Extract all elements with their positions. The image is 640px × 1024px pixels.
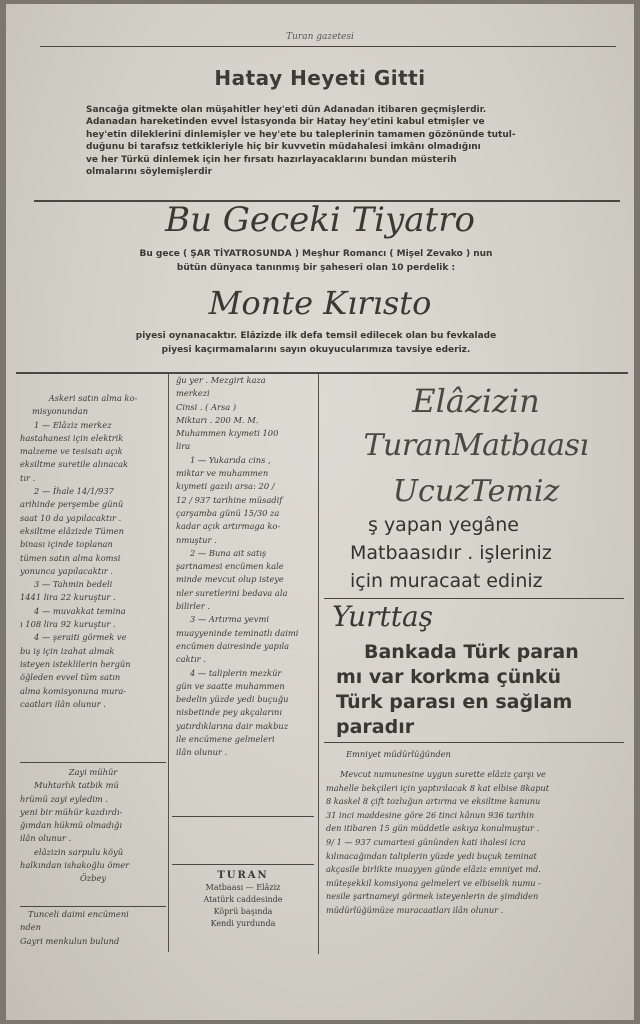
section-rule [324, 742, 624, 743]
text-line: Tunceli daimi encümeni [28, 909, 129, 919]
text-line: kılınacağından taliplerin yüzde yedi buçuk teminat [326, 850, 537, 861]
text-line: 4 — muvakkat temina [34, 605, 126, 616]
text-line: Cinsi . ( Arsa ) [176, 401, 237, 412]
text-line: 1 — Yukarıda cins , [190, 454, 271, 465]
text-line: binası içinde toplanan [20, 539, 113, 550]
text-line: 3 — Tahmin bedeli [34, 579, 113, 590]
text-line: akçasile birlikte muayyen günde elâziz emniyet md. [326, 864, 541, 875]
text-line: ilân olunur . [176, 747, 228, 758]
text-line: Miktarı . 200 M. M. [176, 414, 259, 425]
theatre-line-3: piyesi oynanacaktır. Elâzizde ilk defa temsil edilecek olan bu fevkalade [135, 331, 497, 341]
police-notice-title: Emniyet müdürlüğünden [346, 749, 451, 759]
newspaper-page [6, 4, 634, 1020]
text-line: alma komisyonuna mura- [20, 685, 127, 696]
text-line: ğımdan hükmü olmadığı [20, 820, 123, 831]
text-line: malzeme ve tesisatı açık [20, 446, 123, 457]
text-line: olmalarını söylemişlerdir [86, 167, 213, 178]
text-line: elâzizin sarpulu köyü [34, 846, 124, 857]
text-line: gün ve saatte muhammen [176, 680, 285, 691]
yurttas-text [336, 640, 634, 740]
text-line: Sancağa gitmekte olan müşahitler hey'eti dün Adanadan itibaren geçmişlerdir. [86, 105, 487, 115]
ad-line-5: Matbaasıdır . işleriniz [350, 542, 552, 564]
text-line: nmuştur . [176, 534, 217, 545]
text-line: 2 — İhale 14/1/937 [34, 486, 114, 497]
col1-rule [20, 906, 166, 907]
text-line: çarşamba günü 15/30 za [176, 507, 280, 518]
text-line: kadar açık artırmaga ko- [176, 521, 281, 532]
text-line: duğunu bi tarafsız tetkikleriyle hiç bir kuvvetin müdahalesi imkânı olmadığını [86, 142, 481, 153]
text-line: kıymeti gazılı arsa: 20 / [176, 481, 275, 492]
text-line: tır . [20, 472, 36, 483]
text-line: paradır [336, 716, 415, 738]
text-line: halkından ishakoğlu ömer [20, 860, 130, 871]
text-line: caktır . [176, 654, 206, 665]
theatre-line-2: bütün dünyaca tanınmış bir şaheseri olan 10 perdelik : [176, 263, 456, 273]
column-divider [168, 374, 169, 952]
police-notice [326, 768, 622, 918]
col2-rule [172, 864, 314, 865]
theatre-line-4: piyesi kaçırmamalarını sayın okuyucularımıza tavsiye ederiz. [161, 345, 471, 355]
ad-line-2: TuranMatbaası [363, 428, 589, 463]
text-line: bu iş için izahat almak [20, 645, 115, 656]
text-line: hey'etin dileklerini dinlemişler ve hey'ete bu taleplerinin tamamen gözönünde tutul- [86, 129, 516, 140]
text-line: ğu yer . Mezgirt kaza [176, 375, 266, 385]
text-line: nden [20, 922, 41, 933]
text-line: Köprü başında [213, 907, 273, 916]
text-line: 2 — Buna ait satış [190, 547, 267, 558]
hatay-article [86, 104, 566, 178]
text-line: öğleden evvel tüm satın [20, 672, 121, 683]
text-line: Adanadan hareketinden evvel İstasyonda bir Hatay hey'etini kabul etmişler ve [86, 117, 485, 128]
box-title: TURAN [217, 870, 269, 881]
play-title: Monte Kırısto [208, 284, 432, 322]
text-line: merkezi [176, 388, 210, 399]
top-rule [40, 46, 616, 47]
theatre-title: Bu Geceki Tiyatro [165, 200, 475, 240]
col2-rule [172, 816, 314, 817]
text-line: ile encümene gelmeleri [176, 734, 275, 745]
text-line: saat 10 da yapılacaktır . [20, 512, 122, 523]
text-line: 8 kaskel 8 çift tozluğun artırma ve eksiltme kanunu [326, 796, 541, 807]
text-line: Türk parası en sağlam [336, 691, 573, 713]
tunceli-notice [20, 908, 166, 948]
text-line: 31 inci maddesine göre 26 tinci kânun 936 tarihin [326, 809, 535, 820]
text-line: yatırdıklarına dair makbuz [176, 720, 289, 731]
text-line: Muhtarlık tatbik mü [34, 780, 119, 791]
text-line: encümen dairesinde yapıla [176, 640, 290, 651]
section-rule [16, 372, 628, 374]
text-line: 3 — Artırma yevmi [190, 614, 270, 625]
text-line: muayyeninde teminatlı daimi [176, 627, 299, 638]
text-line: yonunca yapılacaktır . [20, 565, 113, 576]
ad-rule [324, 598, 624, 599]
text-line: tümen satın alma komsi [20, 552, 121, 563]
text-line: arihinde perşembe günü [20, 499, 124, 510]
text-line: 9/ 1 — 937 cumartesi gününden kati ihalesi icra [326, 836, 526, 847]
text-line: nisbetinde pey akçalarını [176, 707, 282, 718]
text-line: miktar ve muhammen [176, 468, 269, 479]
column-divider [318, 374, 319, 954]
text-line: bilirler . [176, 601, 211, 612]
text-line: Askeri satın alma ko- [48, 393, 138, 403]
col1-notice [20, 392, 166, 711]
hatay-headline: Hatay Heyeti Gitti [214, 66, 426, 90]
text-line: Muhammen kıymeti 100 [176, 428, 279, 439]
text-line: hastahanesi için elektrik [20, 432, 124, 443]
text-line: isteyen isteklilerin hergün [20, 658, 131, 669]
turan-press-box [172, 870, 314, 930]
ad-line-6: için muracaat ediniz [350, 570, 543, 592]
text-line: müteşekkil komsiyona gelmeleri ve elbiselik numu - [326, 877, 541, 888]
text-line: mahelle bekçileri için yaptırılacak 8 kat elbise 8kaput [326, 782, 550, 793]
text-line: Mevcut numunesine uygun surette elâziz çarşı ve [340, 769, 546, 779]
text-line: 1441 lira 22 kuruştur . [20, 592, 116, 603]
text-line: nesile şartnameyi görmek isteyenlerin de şimdiden [326, 891, 539, 902]
text-line: Özbey [79, 873, 107, 884]
text-line: 12 / 937 tarihine müsadif [176, 494, 283, 505]
text-line: Atatürk caddesinde [203, 895, 283, 904]
col2-notice [176, 374, 316, 760]
text-line: misyonundan [32, 406, 89, 417]
text-line: ı 108 lira 92 kuruştur . [20, 619, 116, 630]
text-line: Gayri menkulun bulund [20, 935, 120, 946]
lost-seal-notice [20, 766, 166, 886]
text-line: Bankada Türk paran [364, 641, 579, 663]
text-line: lira [176, 441, 191, 452]
text-line: nler suretlerini bedava ala [176, 587, 288, 598]
text-line: 4 — şeraiti görmek ve [34, 632, 127, 643]
text-line: hrümü zayi eyledim . [20, 793, 109, 804]
text-line: ve her Türkü dinlemek için her fırsatı hazırlayacaklarını bundan müsterih [86, 154, 457, 165]
text-line: 4 — taliplerin mezkür [190, 667, 282, 678]
ad-line-4: ş yapan yegâne [368, 514, 519, 536]
text-line: bedelin yüzde yedi buçuğu [176, 694, 289, 705]
text-line: şartnamesi encümen kale [176, 561, 284, 572]
masthead: Turan gazetesi [286, 32, 354, 42]
text-line: Zayi mühür [68, 767, 118, 777]
text-line: eksiltme elâzizde Tümen [20, 525, 125, 536]
text-line: mı var korkma çünkü [336, 666, 562, 688]
text-line: ilân olunur . [20, 833, 72, 844]
col1-rule [20, 762, 166, 763]
text-line: den itibaren 15 gün müddetle askıya konulmuştur . [326, 823, 540, 834]
text-line: Matbaası — Elâziz [205, 883, 281, 892]
text-line: eksiltme suretile alınacak [20, 459, 129, 470]
yurttas-title: Yurttaş [332, 600, 434, 633]
text-line: müdürlüğümüze muracaatları ilân olunur . [326, 904, 504, 915]
text-line: yeni bir mühür kazdırdı- [20, 806, 123, 817]
ad-line-3: UcuzTemiz [392, 474, 560, 509]
text-line: Kendi yurdunda [210, 919, 276, 928]
text-line: minde mevcut olup isteye [176, 574, 284, 585]
theatre-line-1: Bu gece ( ŞAR TİYATROSUNDA ) Meşhur Romancı ( Mişel Zevako ) nun [139, 249, 493, 259]
text-line: 1 — Elâziz merkez [34, 419, 112, 430]
ad-line-1: Elâzizin [412, 382, 540, 420]
text-line: caatları ilân olunur . [20, 698, 106, 709]
